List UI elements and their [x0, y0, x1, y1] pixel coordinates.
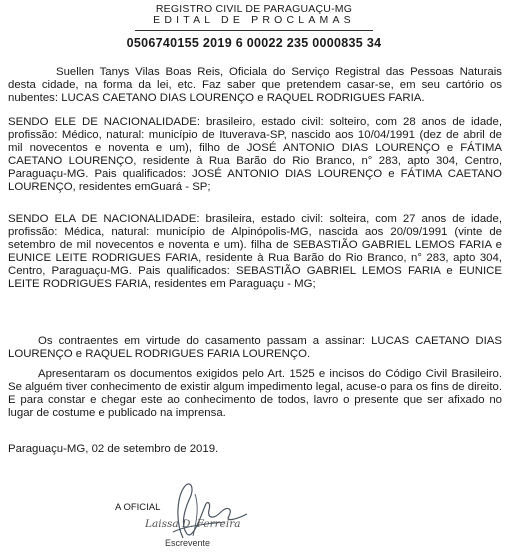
signer-role: Escrevente — [165, 538, 211, 548]
handwritten-signature — [155, 476, 255, 546]
signature-title: A OFICIAL — [115, 502, 161, 513]
date-line: Paraguaçu-MG, 02 de setembro de 2019. — [8, 443, 219, 455]
registration-number: 0506740155 2019 6 00022 235 0000835 34 — [126, 36, 382, 50]
groom-paragraph: SENDO ELE DE NACIONALIDADE: brasileiro, estado civil: solteiro, com 28 anos de idade, profissão: Médico, natural: município de Ituverava-SP, nascido aos 10/04/1991 (dez de abril de mil novecentos e noventa e um), filho de JOSÉ ANTONIO DIAS LOURENÇO e FÁTIMA CAETANO LOURENÇO, residente à Rua Barão do Rio Branco, n° 283, apto 304, Centro, Paraguaçu-MG. Pais qualificados: JOSÉ ANTONIO DIAS LOURENÇO e FÁTIMA CAETANO LOURENÇO, residentes emGuará - SP; — [8, 116, 502, 193]
documents-paragraph: Apresentaram os documentos exigidos pelo Art. 1525 e incisos do Código Civil Brasileiro. Se alguém tiver conhecimento de existir algum impedimento legal, acuse-o para os fins de direito. E para constar e chegar este ao conhecimento de todos, lavro o presente que ser afixado no lugar de costume e publicado na imprensa. — [8, 368, 502, 419]
intro-paragraph: Suellen Tanys Vilas Boas Reis, Oficiala do Serviço Registral das Pessoas Naturais desta cidade, na forma da lei, etc. Faz saber que pretendem casar-se, em seu cartório os nubentes: LUCAS CAETANO DIAS LOURENÇO e RAQUEL RODRIGUES FARIA. — [8, 66, 502, 104]
bride-paragraph: SENDO ELA DE NACIONALIDADE: brasileira, estado civil: solteira, com 27 anos de idade, profissão: Médica, natural: município de Alpinópolis-MG, nascida aos 20/09/1991 (vinte de setembro de mil novecentos e noventa e um). filha de SEBASTIÃO GABRIEL LEMOS FARIA e EUNICE LEITE RODRIGUES FARIA, residente à Rua Barão do Rio Branco, n° 283, apto 304, Centro, Paraguaçu-MG. Pais qualificados: SEBASTIÃO GABRIEL LEMOS FARIA e EUNICE LEITE RODRIGUES FARIA, residentes em Paraguaçu - MG; — [8, 213, 502, 290]
registry-name: REGISTRO CIVIL DE PARAGUAÇU-MG — [155, 3, 353, 15]
contracting-paragraph: Os contraentes em virtude do casamento passam a assinar: LUCAS CAETANO DIAS LOURENÇO e RAQUEL RODRIGUES FARIA LOURENÇO. — [8, 335, 502, 360]
signer-name: Laissa D. Ferreira — [145, 518, 241, 530]
header-divider — [135, 30, 373, 31]
document-title: EDITAL DE PROCLAMAS — [153, 14, 355, 26]
signature-block — [115, 476, 305, 554]
